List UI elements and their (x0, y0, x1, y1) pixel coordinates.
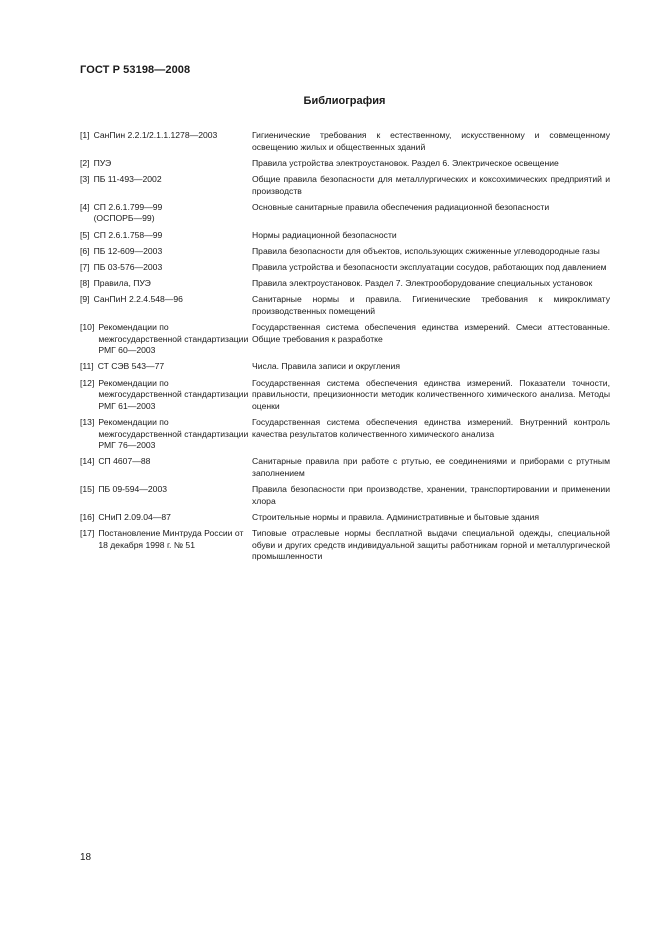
reference-code-cell (80, 278, 252, 290)
bibliography-entry (80, 262, 610, 274)
entry-number: [6] (80, 245, 90, 256)
entry-number: [11] (80, 361, 94, 372)
entry-number: [13] (80, 417, 95, 427)
reference-title: Государственная система обеспечения единства измерений. Смеси аттестованные. Общие требования к разработке (252, 322, 610, 344)
bibliography-entry (80, 246, 610, 258)
reference-code-cell (80, 230, 252, 242)
bibliography-entry (80, 230, 610, 242)
entry-number: [5] (80, 229, 90, 240)
reference-title: Числа. Правила записи и округления (252, 361, 400, 372)
bibliography-entry (80, 130, 610, 153)
reference-code-cell (80, 158, 252, 170)
reference-title: Правила безопасности для объектов, использующих сжиженные углеводородные газы (252, 245, 600, 256)
entry-number: [3] (80, 173, 90, 184)
reference-title: Строительные нормы и правила. Административные и бытовые здания (252, 511, 540, 522)
reference-title: Санитарные нормы и правила. Гигиенические требования к микроклимату производственных помещений (252, 294, 610, 316)
reference-code: ПУЭ (93, 157, 112, 168)
reference-code: ПБ 11-493—2002 (93, 173, 162, 184)
reference-code: ПБ 12-609—2003 (93, 245, 163, 256)
bibliography-entry (80, 456, 610, 479)
reference-code: ПБ 03-576—2003 (93, 261, 163, 272)
bibliography-entry (80, 361, 610, 373)
reference-title: Государственная система обеспечения единства измерений. Внутренний контроль качества результатов количественного химического анализа (252, 417, 610, 439)
reference-title: Правила электроустановок. Раздел 7. Электрооборудование специальных установок (252, 278, 593, 289)
reference-code-cell (80, 417, 252, 452)
reference-code: СП 4607—88 (98, 456, 151, 467)
reference-code-cell (80, 528, 252, 563)
entry-number: [1] (80, 130, 90, 140)
reference-code-cell (80, 130, 252, 153)
bibliography-entry (80, 528, 610, 563)
reference-title: Правила устройства и безопасности эксплуатации сосудов, работающих под давлением (252, 261, 607, 272)
reference-code-cell (80, 174, 252, 197)
entry-number: [12] (80, 377, 95, 388)
reference-code-cell (80, 456, 252, 479)
bibliography-entry (80, 378, 610, 413)
reference-code: Рекомендации по межгосударственной стандартизации РМГ 61—2003 (98, 377, 249, 411)
entry-number: [10] (80, 322, 95, 333)
section-title: Библиография (303, 95, 386, 107)
reference-code: ПБ 09-594—2003 (98, 484, 168, 495)
reference-title: Гигиенические требования к естественному, искусственному и совмещенному освещению жилых и общественных зданий (252, 130, 610, 152)
reference-title: Нормы радиационной безопасности (252, 229, 397, 240)
entry-number: [14] (80, 456, 95, 467)
reference-title: Правила устройства электроустановок. Раздел 6. Электрическое освещение (252, 157, 559, 168)
reference-code-cell (80, 484, 252, 507)
reference-code-cell (80, 262, 252, 274)
bibliography-entry (80, 158, 610, 170)
bibliography-entry (80, 322, 610, 357)
reference-code: Правила, ПУЭ (93, 278, 151, 289)
bibliography-list (80, 130, 610, 568)
entry-number: [9] (80, 294, 90, 305)
reference-code-cell (80, 322, 252, 357)
bibliography-entry (80, 512, 610, 524)
bibliography-entry (80, 202, 610, 225)
reference-code-cell (80, 512, 252, 524)
reference-code: Постановление Минтруда России от 18 декабря 1998 г. № 51 (98, 528, 244, 550)
reference-code-cell (80, 202, 252, 225)
bibliography-entry (80, 174, 610, 197)
reference-code-cell (80, 361, 252, 373)
reference-code-cell (80, 294, 252, 317)
reference-code: СанПин 2.2.1/2.1.1.1278—2003 (93, 130, 218, 140)
entry-number: [17] (80, 528, 95, 539)
entry-number: [4] (80, 201, 90, 212)
reference-title: Основные санитарные правила обеспечения радиационной безопасности (252, 201, 550, 212)
reference-code: СТ СЭВ 543—77 (97, 361, 165, 372)
reference-title: Правила безопасности при производстве, хранении, транспортировании и применении хлора (252, 484, 610, 506)
entry-number: [16] (80, 511, 95, 522)
reference-title: Типовые отраслевые нормы бесплатной выдачи специальной одежды, специальной обуви и других средств индивидуальной защиты работникам горной и металлургической промышленности (252, 528, 610, 562)
document-header: ГОСТ Р 53198—2008 (80, 64, 191, 76)
reference-code: СП 2.6.1.799—99 (ОСПОРБ—99) (93, 201, 163, 224)
page-number: 18 (80, 852, 92, 863)
entry-number: [2] (80, 157, 90, 168)
bibliography-entry (80, 278, 610, 290)
reference-code: СП 2.6.1.758—99 (93, 229, 163, 240)
reference-code-cell (80, 378, 252, 413)
reference-code: Рекомендации по межгосударственной стандартизации РМГ 76—2003 (98, 417, 249, 451)
reference-title: Общие правила безопасности для металлургических и коксохимических предприятий и производств (252, 173, 610, 196)
entry-number: [7] (80, 261, 90, 272)
bibliography-entry (80, 417, 610, 452)
bibliography-entry (80, 484, 610, 507)
bibliography-entry (80, 294, 610, 317)
reference-code: СанПиН 2.2.4.548—96 (93, 294, 183, 305)
reference-title: Санитарные правила при работе с ртутью, ее соединениями и приборами с ртутным заполнением (252, 456, 610, 478)
reference-title: Государственная система обеспечения единства измерений. Показатели точности, правильности, прецизионности методик количественного химического анализа. Методы оценки (252, 377, 610, 411)
entry-number: [8] (80, 278, 90, 289)
reference-code: СНиП 2.09.04—87 (98, 511, 171, 522)
reference-code: Рекомендации по межгосударственной стандартизации РМГ 60—2003 (98, 322, 249, 356)
reference-code-cell (80, 246, 252, 258)
entry-number: [15] (80, 484, 95, 495)
